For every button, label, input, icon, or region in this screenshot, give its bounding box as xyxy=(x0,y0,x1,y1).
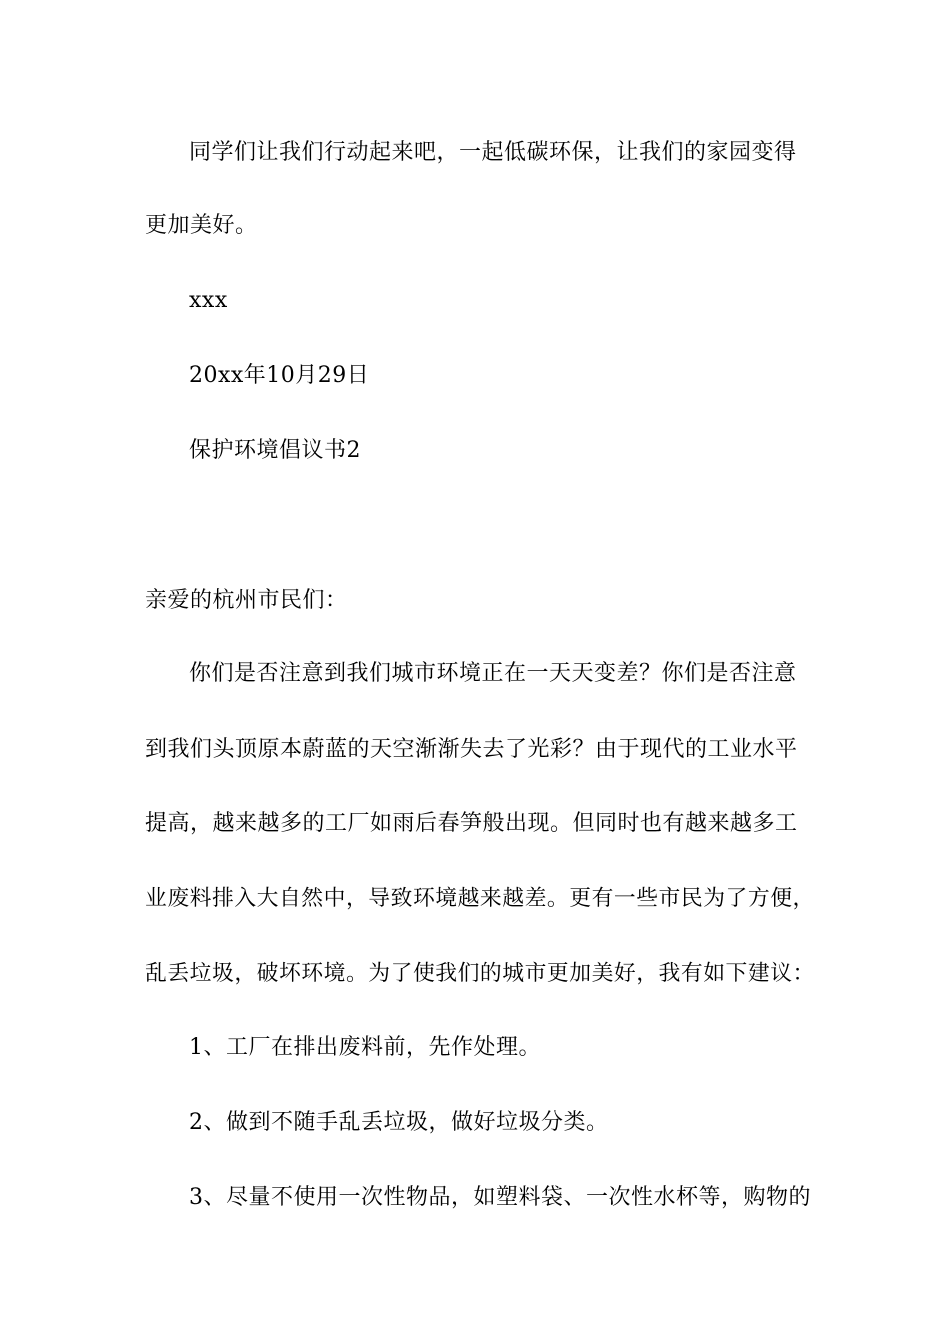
paragraph-line: 业废料排入大自然中，导致环境越来越差。更有一些市民为了方便， xyxy=(145,886,815,911)
paragraph-line: 同学们让我们行动起来吧，一起低碳环保，让我们的家园变得 xyxy=(189,140,797,165)
section-title: 保护环境倡议书2 xyxy=(189,438,361,463)
paragraph-line: 提高，越来越多的工厂如雨后春笋般出现。但同时也有越来越多工 xyxy=(145,811,798,836)
list-item: 1、工厂在排出废料前，先作处理。 xyxy=(189,1035,541,1060)
paragraph-line: 你们是否注意到我们城市环境正在一天天变差？你们是否注意 xyxy=(189,661,797,686)
list-item: 3、尽量不使用一次性物品，如塑料袋、一次性水杯等，购物的 xyxy=(189,1185,811,1210)
paragraph-line: 到我们头顶原本蔚蓝的天空渐渐失去了光彩？由于现代的工业水平 xyxy=(145,737,798,762)
paragraph-line: 更加美好。 xyxy=(145,213,258,238)
signature-name: xxx xyxy=(189,288,228,313)
list-item: 2、做到不随手乱丢垃圾，做好垃圾分类。 xyxy=(189,1110,609,1135)
salutation: 亲爱的杭州市民们： xyxy=(145,588,348,613)
paragraph-line: 乱丢垃圾，破坏环境。为了使我们的城市更加美好，我有如下建议： xyxy=(145,961,815,986)
signature-date: 20xx年10月29日 xyxy=(189,363,370,388)
